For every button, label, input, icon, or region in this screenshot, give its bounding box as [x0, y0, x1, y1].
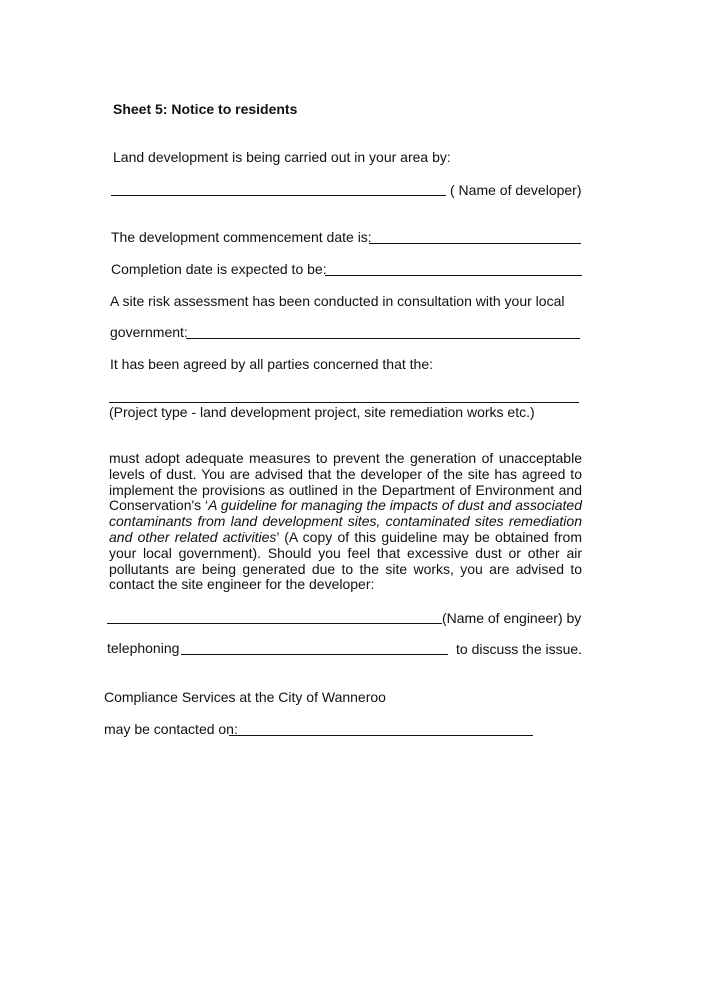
government-label: government: — [110, 324, 188, 340]
agreed-text: It has been agreed by all parties concerned that the: — [110, 356, 433, 372]
paragraph-text-end: ’ (A copy of this guideline may be obtained from your local government). Should you feel that excessive dust or other air pollutants are being generated due to the site works, you are advised to contact the site engineer for the developer: — [109, 528, 582, 593]
telephone-blank-line — [181, 654, 448, 655]
developer-label: ( Name of developer) — [450, 182, 582, 198]
sheet-title: Sheet 5: Notice to residents — [113, 101, 298, 117]
engineer-label: (Name of engineer) by — [442, 610, 582, 626]
telephoning-label: telephoning — [107, 640, 180, 656]
government-blank-line — [186, 338, 580, 339]
intro-text: Land development is being carried out in your area by: — [113, 149, 451, 165]
project-type-label: (Project type - land development project, site remediation works etc.) — [109, 404, 535, 420]
contact-blank-line — [229, 735, 533, 736]
discuss-label: to discuss the issue. — [456, 641, 583, 657]
paragraph-text-start: must adopt adequate measures to prevent the generation of unacceptable levels of dust. You are advised that the developer of the site has agreed to implement the provisions as outlined in the Department of Environment and Conservation's ‘ — [109, 450, 582, 514]
commencement-blank-line — [369, 243, 581, 244]
risk-assessment-text: A site risk assessment has been conducted in consultation with your local — [110, 293, 565, 309]
compliance-services-text: Compliance Services at the City of Wanneroo — [104, 689, 386, 705]
completion-blank-line — [325, 275, 582, 276]
engineer-blank-line — [107, 623, 442, 624]
developer-blank-line — [111, 195, 446, 196]
project-type-blank-line — [109, 402, 579, 403]
dust-measures-paragraph — [109, 451, 582, 593]
completion-label: Completion date is expected to be: — [111, 261, 327, 277]
guideline-title: A guideline for managing the impacts of dust and associated contaminants from land development sites, contaminated sites remediation and other related activities — [109, 497, 582, 545]
commencement-label: The development commencement date is: — [111, 229, 372, 245]
contact-label: may be contacted on: — [104, 721, 238, 737]
